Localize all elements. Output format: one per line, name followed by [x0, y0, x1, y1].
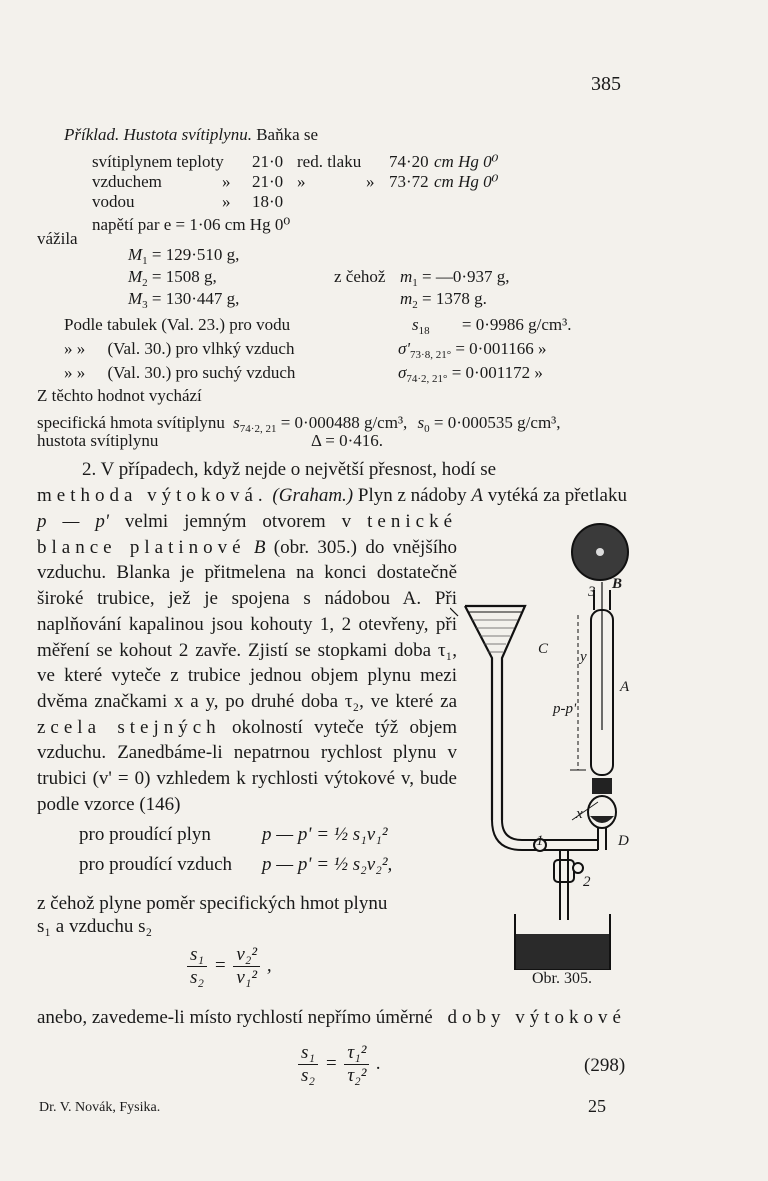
table-line-1-val: $s_{18} = 0\cdot 9986$ g/cm³.	[412, 315, 572, 337]
row-water-ditto1: »	[222, 192, 231, 211]
section2-line1: 2. V případech, když nejde o největší přesnost, hodí se	[82, 459, 497, 480]
page-number: 385	[591, 73, 621, 95]
section2-column: p — p' velmi jemným otvorem v tenické blance platinové B (obr. 305.) do vnějšího vzduchu. Blanka je přitmelena na konci dostatečně široké trubice, jež je spojena s nádobou A. Při naplňování kapalinou jsou kohouty 1, 2 otevřeny, při měření se kohout 2 zavře. Zjistí se stopkami doba τ₁, ve které vyteče z trubice jednou objem plynu mezi dvěma značkami x a y, po druhé doba τ₂, ve které za zcela stejných okolností vyteče týž objem vzduchu. Zanedbáme-li nepatrnou rychlost plynu v trubici (v' = 0) vzhledem k rychlosti výtokové v, bude podle vzorce (146)	[37, 511, 458, 815]
row-water-temp: 18·0	[252, 192, 284, 211]
fig-label-pp: p-p'	[553, 701, 577, 717]
footer-signature: 25	[588, 1096, 606, 1116]
row-gas-pressure: 74·20	[389, 152, 429, 171]
fig-label-d: D	[618, 833, 629, 849]
tap-2	[554, 860, 574, 882]
fig-label-c: C	[538, 641, 549, 657]
fig-label-3: 3	[588, 584, 596, 600]
row-air-unit: cm Hg 0⁰	[434, 172, 499, 191]
example-label: Příklad.	[64, 125, 120, 144]
density-value: Δ = 0·416.	[311, 431, 383, 450]
row-air-name: vzduchem	[92, 172, 162, 191]
row-gas-temp: 21·0	[252, 152, 284, 171]
ratio-text: z čehož plyne poměr specifických hmot plynu	[37, 893, 388, 914]
table-line-3: » » (Val. 30.) pro suchý vzduch	[64, 363, 296, 382]
fig-label-x: x	[576, 806, 583, 822]
section2-body: methoda výtoková. (Graham.) Plyn z nádoby A vytéká za přetlaku	[37, 485, 627, 506]
row-air-ditto1: »	[222, 172, 231, 191]
figure-caption: Obr. 305.	[532, 970, 592, 987]
equation-air-label: pro proudící vzduch	[79, 854, 233, 875]
table-line-3-val: $\sigma_{74\cdot 2, 21^\circ} = 0\cdot 001172$ »	[398, 363, 543, 385]
mass-3: $M_3 = 130\cdot 447$ g,	[128, 289, 240, 311]
fig-label-b: B	[612, 576, 623, 592]
row-air-ditto2: »	[297, 172, 306, 191]
equation-air: p — p' = ½ s₂v₂²,	[262, 854, 393, 875]
row-gas-unit: cm Hg 0⁰	[434, 152, 499, 171]
final-equation: $\frac{\text{s₁}}{\text{s₂}}$ = $\frac{\text{τ₁²}}{\text{τ₂²}}$ .	[296, 1042, 381, 1087]
equation-gas-label: pro proudící plyn	[79, 824, 211, 845]
conclusion-line: Z těchto hodnot vychází	[37, 386, 202, 405]
example-heading	[64, 125, 318, 145]
footer-author: Dr. V. Novák, Fysika.	[39, 1100, 161, 1115]
row-gas-extra: red. tlaku	[297, 152, 362, 171]
mass-2: $M_2 = 1508$ g,	[128, 267, 217, 289]
density-label: hustota svítiplynu	[37, 431, 159, 450]
m-result-2: $m_2 = 1378$ g.	[400, 289, 487, 311]
specific-mass-line: specifická hmota svítiplynu $s_{74\cdot 2, 21} = 0\cdot 000488$ g/cm³, $s_0 = 0\cdot 000535$ g/cm³,	[37, 413, 561, 435]
row-water-name: vodou	[92, 192, 135, 211]
row-gas-name: svítiplynem teploty	[92, 152, 224, 171]
ratio-equation: $\frac{\text{s₁}}{\text{s₂}}$ = $\frac{\text{v₂²}}{\text{v₁²}}$ ,	[185, 944, 272, 989]
table-line-2: » » (Val. 30.) pro vlhký vzduch	[64, 339, 295, 358]
fig-label-1: 1	[536, 833, 544, 849]
table-line-2-val: $\sigma'_{73\cdot 8, 21^\circ} = 0\cdot 001166$ »	[398, 339, 547, 361]
weighed-label: vážila	[37, 229, 78, 248]
or-text: anebo, zavedeme-li místo rychlostí nepřímo úměrné doby výtokové	[37, 1007, 626, 1028]
ratio-text-2: s₁ a vzduchu s₂	[37, 916, 153, 937]
row-air-ditto3: »	[366, 172, 375, 191]
row-air-temp: 21·0	[252, 172, 284, 191]
fig-label-2: 2	[583, 874, 591, 890]
mass-1: $M_1 = 129\cdot 510$ g,	[128, 245, 240, 267]
table-line-1: Podle tabulek (Val. 23.) pro vodu	[64, 315, 291, 334]
row-air-pressure: 73·72	[389, 172, 429, 191]
m-result-1: $m_1$ = —0·937 g,	[400, 267, 510, 289]
fig-label-y: y	[580, 649, 587, 665]
whence-label: z čehož	[334, 267, 386, 286]
fig-label-a: A	[620, 679, 630, 695]
example-intro: Baňka se	[256, 125, 319, 144]
funnel	[465, 606, 525, 820]
example-title: Hustota svítiplynu.	[123, 125, 252, 144]
vapour-pressure: napětí par e = 1·06 cm Hg 0⁰	[92, 215, 291, 234]
equation-number: (298)	[584, 1055, 626, 1076]
equation-gas: p — p' = ½ s₁v₁²	[262, 824, 388, 845]
bulb-d	[588, 796, 616, 828]
